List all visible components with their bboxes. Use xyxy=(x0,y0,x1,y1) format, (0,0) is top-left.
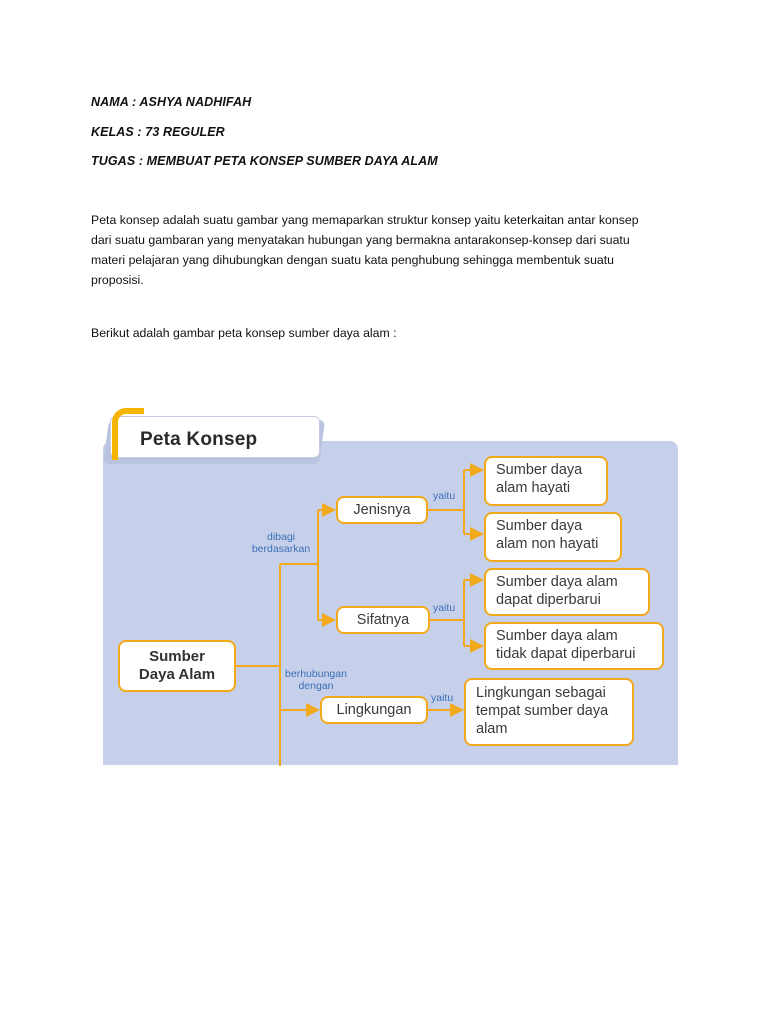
node-sifatnya: Sifatnya xyxy=(336,606,430,634)
student-class: KELAS : 73 REGULER xyxy=(91,125,225,139)
label-yaitu-sifatnya: yaitu xyxy=(433,602,456,614)
label-berhubungan-dengan: berhubungan dengan xyxy=(285,668,347,692)
node-sda-non-hayati: Sumber daya alam non hayati xyxy=(484,512,622,562)
node-sumber-daya-alam: Sumber Daya Alam xyxy=(118,640,236,692)
student-name: NAMA : ASHYA NADHIFAH xyxy=(91,95,252,109)
node-sda-dapat-diperbarui: Sumber daya alam dapat diperbarui xyxy=(484,568,650,616)
concept-map-title: Peta Konsep xyxy=(140,429,258,450)
node-lingkungan-sebagai-tempat: Lingkungan sebagai tempat sumber daya alam xyxy=(464,678,634,746)
label-dibagi-berdasarkan: dibagi berdasarkan xyxy=(251,531,311,555)
paragraph-line: dari suatu gambaran yang menyatakan hubungan yang bermakna antarakonsep-konsep dari suatu xyxy=(91,233,630,247)
label-yaitu-jenisnya: yaitu xyxy=(433,490,456,502)
node-sda-hayati: Sumber daya alam hayati xyxy=(484,456,608,506)
node-jenisnya: Jenisnya xyxy=(336,496,428,524)
paragraph-line: Peta konsep adalah suatu gambar yang memaparkan struktur konsep yaitu keterkaitan antar konsep xyxy=(91,213,639,227)
paragraph-line: proposisi. xyxy=(91,273,144,287)
concept-map-image xyxy=(100,404,680,766)
node-lingkungan: Lingkungan xyxy=(320,696,428,724)
label-yaitu-lingkungan: yaitu xyxy=(431,692,454,704)
assignment-title: TUGAS : MEMBUAT PETA KONSEP SUMBER DAYA ALAM xyxy=(91,154,438,168)
definition-paragraph xyxy=(91,210,671,290)
node-sda-tidak-dapat-diperbarui: Sumber daya alam tidak dapat diperbarui xyxy=(484,622,664,670)
paragraph-line: materi pelajaran yang dihubungkan dengan suatu kata penghubung sehingga membentuk suatu xyxy=(91,253,615,267)
intro-sentence: Berikut adalah gambar peta konsep sumber daya alam : xyxy=(91,326,397,340)
